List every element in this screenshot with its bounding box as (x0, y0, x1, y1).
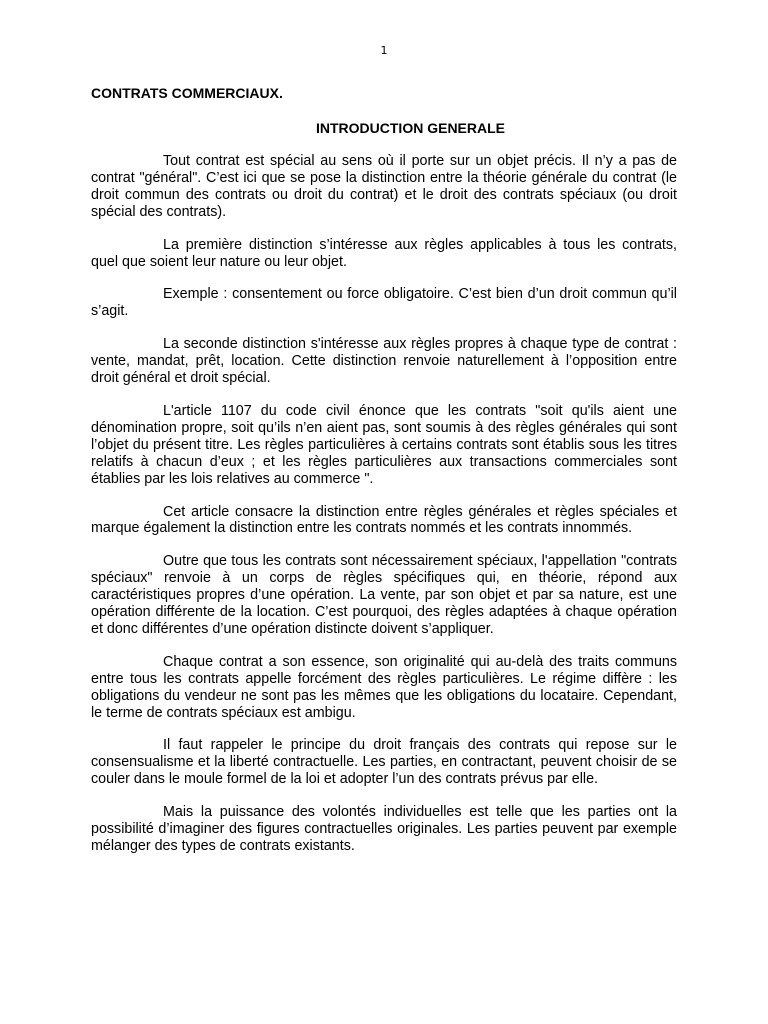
paragraph-10: Mais la puissance des volontés individuelles est telle que les parties ont la possibilité d’imaginer des figures contractuelles originales. Les parties peuvent par exemple mélanger des types de contrats existants. (91, 804, 677, 854)
paragraph-1: Tout contrat est spécial au sens où il porte sur un objet précis. Il n’y a pas de contrat "général". C’est ici que se pose la distinction entre la théorie générale du contrat (le droit commun des contrats ou droit du contrat) et le droit des contrats spéciaux (ou droit spécial des contrats). (91, 153, 677, 220)
page-number: 1 (380, 44, 388, 57)
paragraph-8: Chaque contrat a son essence, son originalité qui au-delà des traits communs entre tous les contrats appelle forcément des règles particulières. Le régime diffère : les obligations du vendeur ne sont pas les mêmes que les obligations du locataire. Cependant, le terme de contrats spéciaux est ambigu. (91, 653, 677, 721)
paragraph-6: Cet article consacre la distinction entre règles générales et règles spéciales et marque également la distinction entre les contrats nommés et les contrats innommés. (91, 503, 677, 537)
paragraph-4: La seconde distinction s'intéresse aux règles propres à chaque type de contrat : vente, mandat, prêt, location. Cette distinction renvoie naturellement à l’opposition entre droit général et droit spécial. (91, 336, 677, 387)
paragraph-2: La première distinction s’intéresse aux règles applicables à tous les contrats, quel que soient leur nature ou leur objet. (91, 236, 677, 270)
body-text (91, 153, 677, 871)
paragraph-5: L'article 1107 du code civil énonce que les contrats "soit qu'ils aient une dénomination propre, soit qu’ils n’en aient pas, sont soumis à des règles générales qui sont l’objet du présent titre. Les règles particulières à certains contrats sont établis sous les titres relatifs à chacun d’eux ; et les règles particulières aux transactions commerciales sont établies par les lois relatives au commerce ". (91, 402, 677, 487)
paragraph-9: Il faut rappeler le principe du droit français des contrats qui repose sur le consensualisme et la liberté contractuelle. Les parties, en contractant, peuvent choisir de se couler dans le moule formel de la loi et adopter l’un des contrats prévus par elle. (91, 737, 677, 788)
paragraph-3: Exemple : consentement ou force obligatoire. C’est bien d’un droit commun qu’il s’agit. (91, 286, 677, 320)
document-title: CONTRATS COMMERCIAUX. (91, 85, 283, 101)
section-title: INTRODUCTION GENERALE (316, 120, 505, 136)
paragraph-7: Outre que tous les contrats sont nécessairement spéciaux, l'appellation "contrats spéciaux" renvoie à un corps de règles spécifiques qui, en théorie, répond aux caractéristiques propres d’une opération. La vente, par son objet et par sa nature, est une opération différente de la location. C’est pourquoi, des règles adaptées à chaque opération et donc différentes d’une opération distincte doivent s’appliquer. (91, 553, 677, 637)
